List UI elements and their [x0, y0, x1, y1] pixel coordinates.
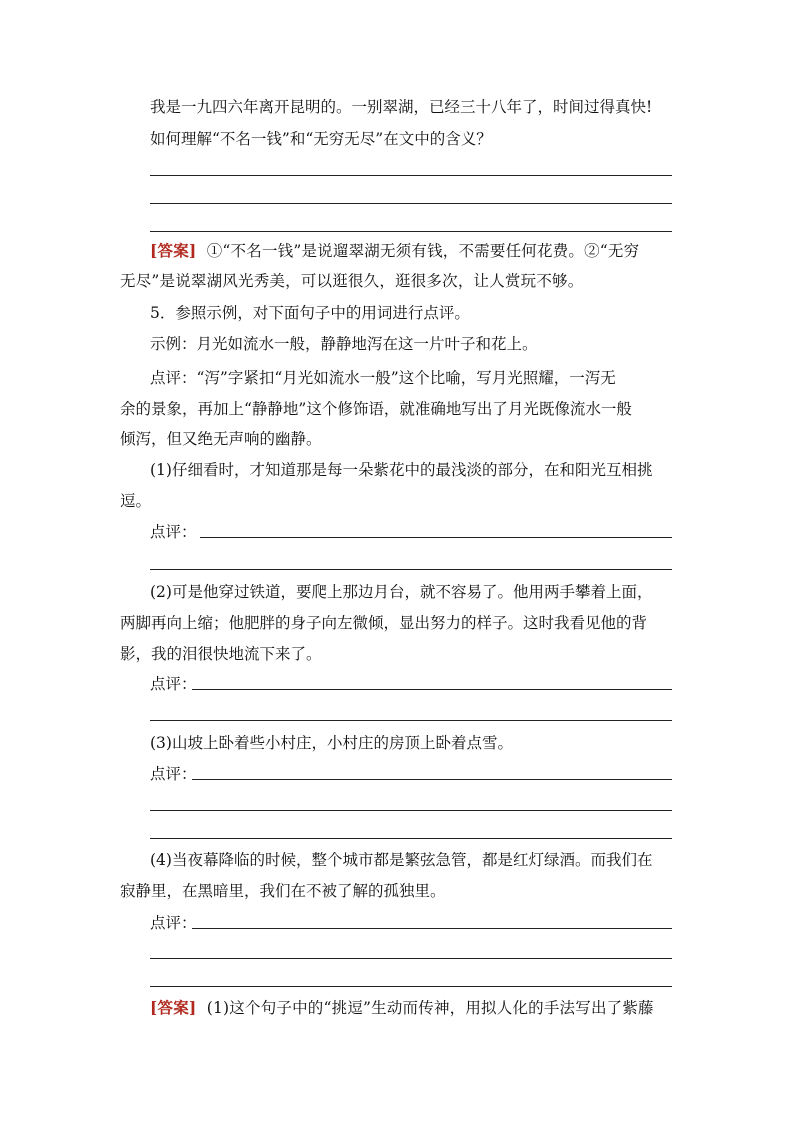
sub2-comment-row: [150, 673, 672, 695]
comment-blank-line[interactable]: [192, 689, 672, 690]
answer4-line-2: 无尽”是说翠湖风光秀美，可以逛很久，逛很多次，让人赏玩不够。: [120, 272, 584, 290]
q4-question: 如何理解“不名一钱”和“无穷无尽”在文中的含义？: [150, 130, 492, 148]
answer-blank-line[interactable]: [150, 958, 672, 959]
answer5-text-1: (1)这个句子中的“挑逗”生动而传神，用拟人化的手法写出了紫藤: [206, 999, 654, 1017]
sub2-line-3: 影，我的泪很快地流下来了。: [120, 645, 322, 663]
answer-blank-line[interactable]: [150, 203, 672, 204]
answer-blank-line[interactable]: [150, 231, 672, 232]
sub2-line-1: (2)可是他穿过铁道，要爬上那边月台，就不容易了。他用两手攀着上面，: [150, 583, 653, 601]
sub4-line-2: 寂静里，在黑暗里，我们在不被了解的孤独里。: [120, 882, 446, 900]
comment-label: 点评：: [150, 765, 197, 783]
comment-label: 点评：: [150, 523, 197, 541]
sub4-comment-row: [150, 912, 672, 934]
sub2-line-2: 两脚再向上缩；他肥胖的身子向左微倾，显出努力的样子。这时我看见他的背: [120, 614, 648, 632]
comment-label: 点评：: [150, 675, 197, 693]
answer-blank-line[interactable]: [150, 838, 672, 839]
answer-blank-line[interactable]: [150, 569, 672, 570]
answer-blank-line[interactable]: [150, 986, 672, 987]
answer-blank-line[interactable]: [150, 720, 672, 721]
q5-comment-line-2: 余的景象，再加上“静静地”这个修饰语，就准确地写出了月光既像流水一般: [120, 400, 632, 418]
comment-blank-line[interactable]: [192, 779, 672, 780]
answer5-line-1: [150, 997, 680, 1019]
q5-example: 示例：月光如流水一般，静静地泻在这一片叶子和花上。: [150, 335, 538, 353]
q5-title: 5．参照示例，对下面句子中的用词进行点评。: [150, 304, 470, 322]
sub1-comment-row: [150, 521, 672, 543]
sub3-comment-row: [150, 763, 672, 785]
answer-blank-line[interactable]: [150, 175, 672, 176]
answer-tag: [答案]: [150, 998, 197, 1017]
answer-blank-line[interactable]: [150, 810, 672, 811]
q5-comment-line-1: 点评：“泻”字紧扣“月光如流水一般”这个比喻，写月光照耀，一泻无: [150, 369, 616, 387]
comment-blank-line[interactable]: [192, 928, 672, 929]
answer-tag: [答案]: [150, 241, 197, 260]
sub1-line-2: 逗。: [120, 492, 152, 510]
q4-text-line-1: 我是一九四六年离开昆明的。一别翠湖，已经三十八年了，时间过得真快!: [150, 98, 653, 116]
sub1-line-1: (1)仔细看时，才知道那是每一朵紫花中的最浅淡的部分，在和阳光互相挑: [150, 461, 653, 479]
answer4-line-1: [150, 240, 680, 262]
comment-label: 点评：: [150, 914, 197, 932]
sub4-line-1: (4)当夜幕降临的时候，整个城市都是繁弦急管，都是红灯绿酒。而我们在: [150, 851, 653, 869]
q5-comment-line-3: 倾泻，但又绝无声响的幽静。: [120, 430, 322, 448]
answer4-text-1: ①“不名一钱”是说遛翠湖无须有钱，不需要任何花费。②“无穷: [206, 242, 640, 260]
comment-blank-line[interactable]: [200, 537, 672, 538]
sub3-line-1: (3)山坡上卧着些小村庄，小村庄的房顶上卧着点雪。: [150, 734, 513, 752]
